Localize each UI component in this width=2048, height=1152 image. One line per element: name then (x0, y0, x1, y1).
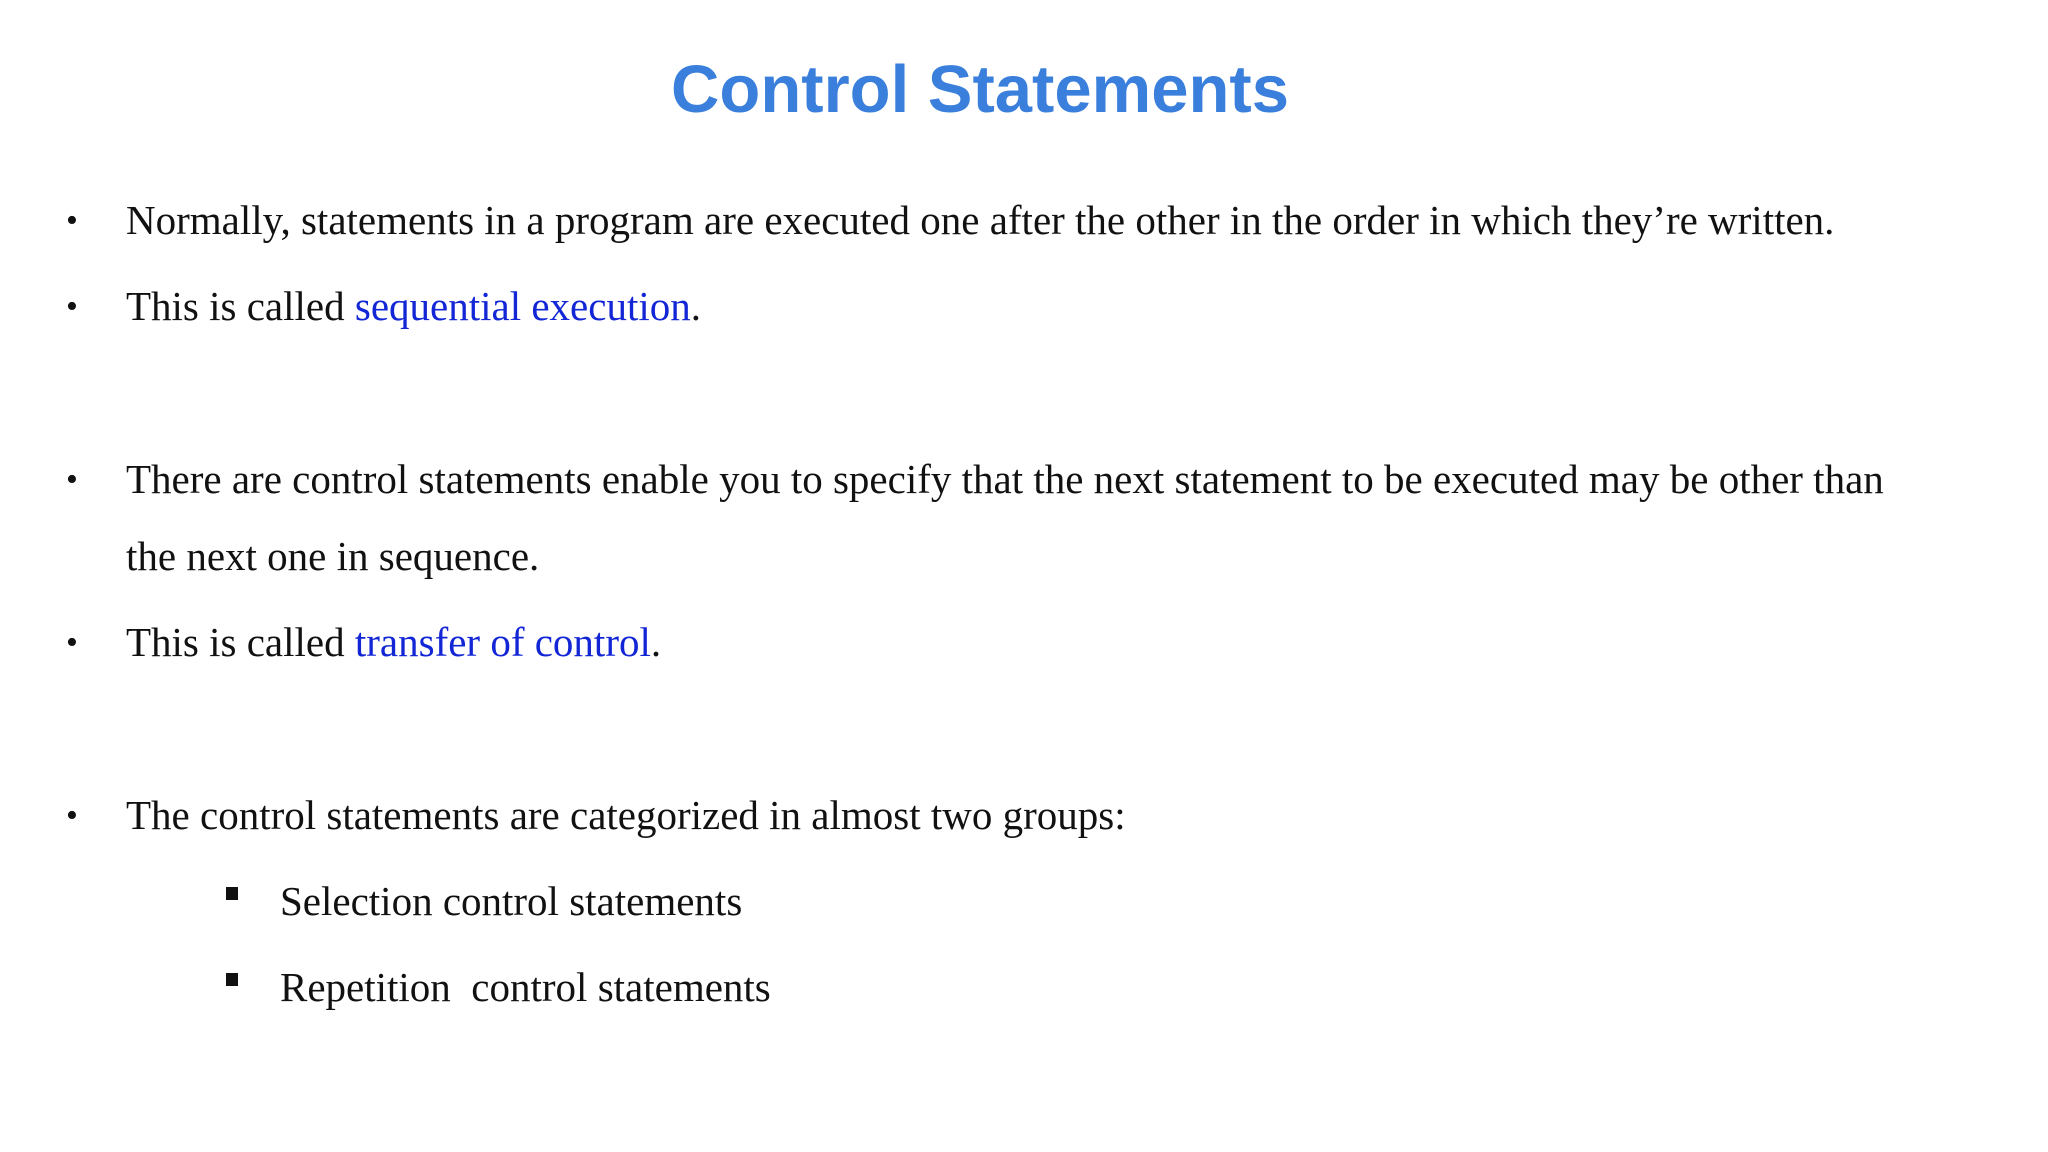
highlight-term: sequential execution (354, 283, 691, 329)
bullet-text-prefix: This is called (126, 283, 355, 329)
bullet-text-suffix: . (690, 283, 701, 329)
highlight-term: transfer of control (354, 619, 651, 665)
bullet-text-prefix: This is called (126, 619, 355, 665)
bullet-dot: • (66, 624, 78, 661)
bullet-text (126, 268, 2006, 345)
sub-list-text: Repetition control statements (280, 964, 771, 1010)
square-bullet-icon (226, 887, 238, 900)
bullet-text (126, 604, 2006, 681)
bullet-dot: • (66, 797, 78, 834)
bullet-dot: • (66, 288, 78, 325)
slide-title: Control Statements (671, 52, 1289, 127)
bullet-dot: • (66, 461, 78, 498)
bullet-text-line-2: the next one in sequence. (126, 533, 540, 579)
sub-list-text: Selection control statements (280, 878, 743, 924)
bullet-text: Normally, statements in a program are executed one after the other in the order in which they’re written. (126, 197, 1835, 243)
bullet-text-suffix: . (650, 619, 662, 665)
bullet-text-line-1: There are control statements enable you to specify that the next statement to be executed may be other than (126, 456, 1884, 502)
bullet-dot: • (66, 202, 78, 239)
square-bullet-icon (226, 973, 238, 986)
bullet-text: The control statements are categorized in almost two groups: (126, 792, 1126, 838)
